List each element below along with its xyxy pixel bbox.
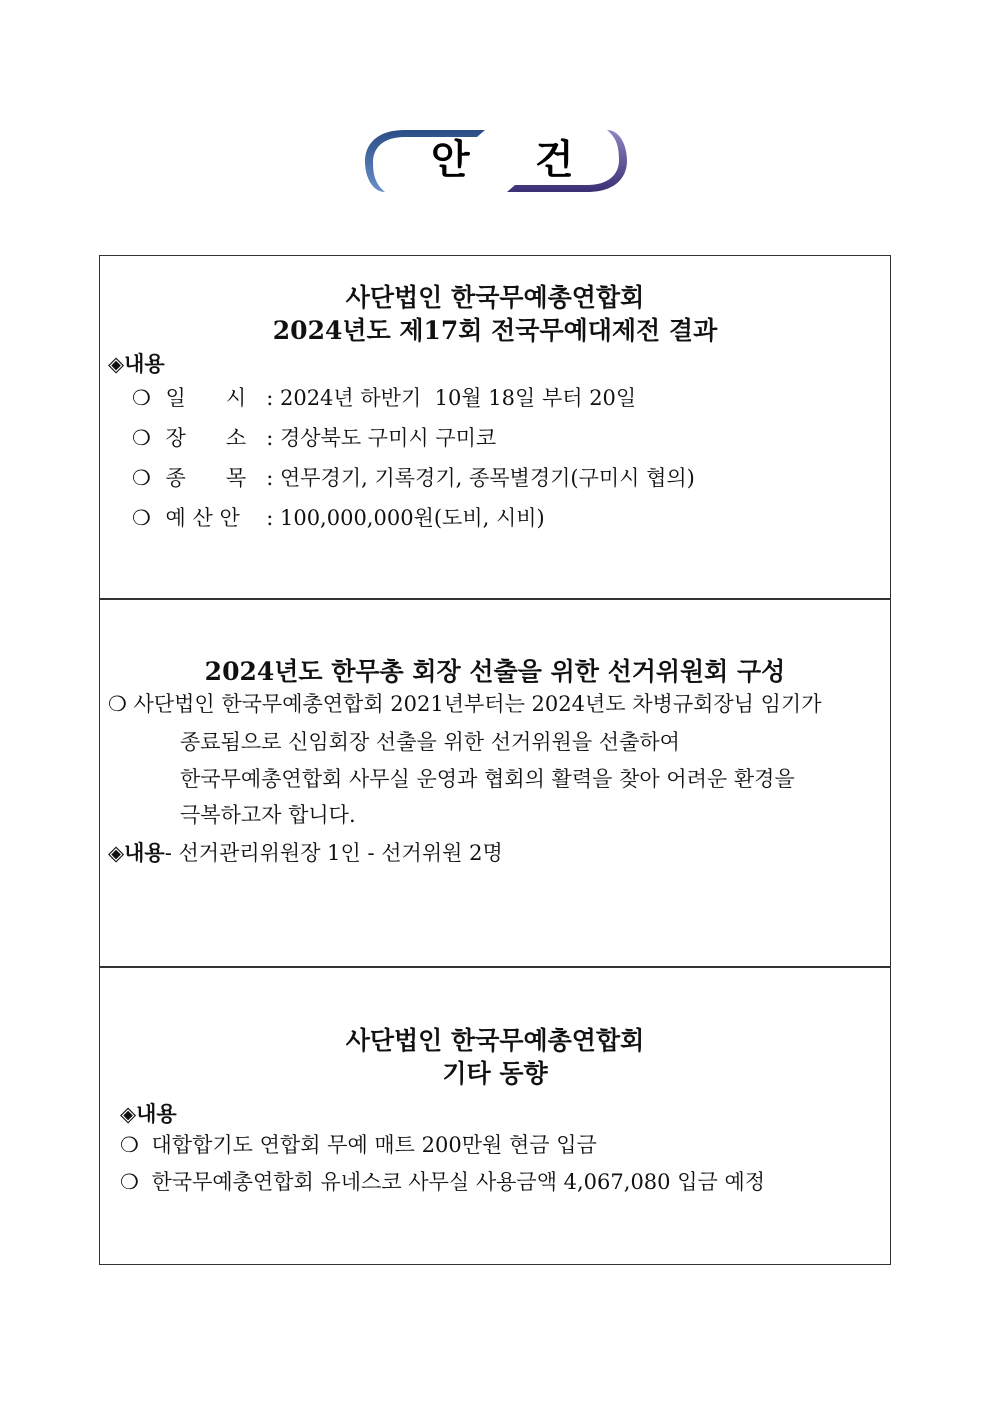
item-separator: :	[266, 386, 274, 410]
section2-paragraph-line2: 종료됨으로 신임회장 선출을 위한 선거위원을 선출하여	[180, 730, 680, 754]
title-banner	[365, 128, 627, 194]
section1-title-line1: 사단법인 한국무예총연합회	[345, 283, 645, 312]
list-item	[120, 1168, 765, 1196]
banner-char-2: 건	[535, 137, 574, 183]
section2-paragraph-line4: 극복하고자 합니다.	[180, 803, 356, 827]
list-item	[132, 504, 545, 532]
section2-paragraph-line1: ❍ 사단법인 한국무예총연합회 2021년부터는 2024년도 차병규회장님 임기가	[108, 692, 822, 716]
section3-title-line2: 기타 동향	[442, 1059, 548, 1088]
section1-title-line2: 2024년도 제17회 전국무예대제전 결과	[272, 316, 718, 345]
bullet-icon: ❍	[132, 426, 151, 450]
item-value: 2024년 하반기 10월 18일 부터 20일	[279, 386, 637, 410]
item-separator: :	[266, 426, 274, 450]
item-text: 대합합기도 연합회 무예 매트 200만원 현금 입금	[151, 1133, 597, 1157]
section2-content	[108, 839, 503, 867]
section2-content-value: - 선거관리위원장 1인 - 선거위원 2명	[164, 841, 503, 865]
section1-content-label: ◈내용	[108, 351, 165, 376]
bullet-icon: ❍	[120, 1170, 139, 1194]
bullet-icon: ❍	[132, 466, 151, 490]
section-other-trends	[99, 966, 891, 1265]
banner-char-1: 안	[431, 137, 470, 183]
item-value: 경상북도 구미시 구미코	[279, 426, 497, 450]
item-value: 연무경기, 기록경기, 종목별경기(구미시 협의)	[279, 466, 695, 490]
bullet-icon: ❍	[132, 506, 151, 530]
item-label: 예 산 안	[165, 506, 240, 530]
section2-content-label: ◈내용	[108, 840, 165, 865]
item-separator: :	[266, 506, 274, 530]
item-label: 일 시	[165, 386, 247, 410]
bullet-icon: ❍	[132, 386, 151, 410]
item-label: 장 소	[165, 426, 247, 450]
section3-content-label: ◈내용	[120, 1101, 177, 1126]
list-item	[132, 464, 695, 492]
section3-title-line1: 사단법인 한국무예총연합회	[345, 1026, 645, 1055]
section-tournament-results	[99, 255, 891, 600]
item-value: 100,000,000원(도비, 시비)	[279, 506, 545, 530]
section2-title: 2024년도 한무총 회장 선출을 위한 선거위원회 구성	[204, 657, 786, 686]
banner-frame	[365, 128, 627, 194]
list-item	[120, 1131, 597, 1159]
section-election-committee	[99, 598, 891, 968]
section2-paragraph-line3: 한국무예총연합회 사무실 운영과 협회의 활력을 찾아 어려운 환경을	[180, 767, 795, 791]
list-item	[132, 384, 636, 412]
list-item	[132, 424, 496, 452]
item-label: 종 목	[165, 466, 247, 490]
bullet-icon: ❍	[120, 1133, 139, 1157]
item-separator: :	[266, 466, 274, 490]
bullet-icon: ❍	[108, 692, 127, 716]
item-text: 한국무예총연합회 유네스코 사무실 사용금액 4,067,080 입금 예정	[151, 1170, 766, 1194]
